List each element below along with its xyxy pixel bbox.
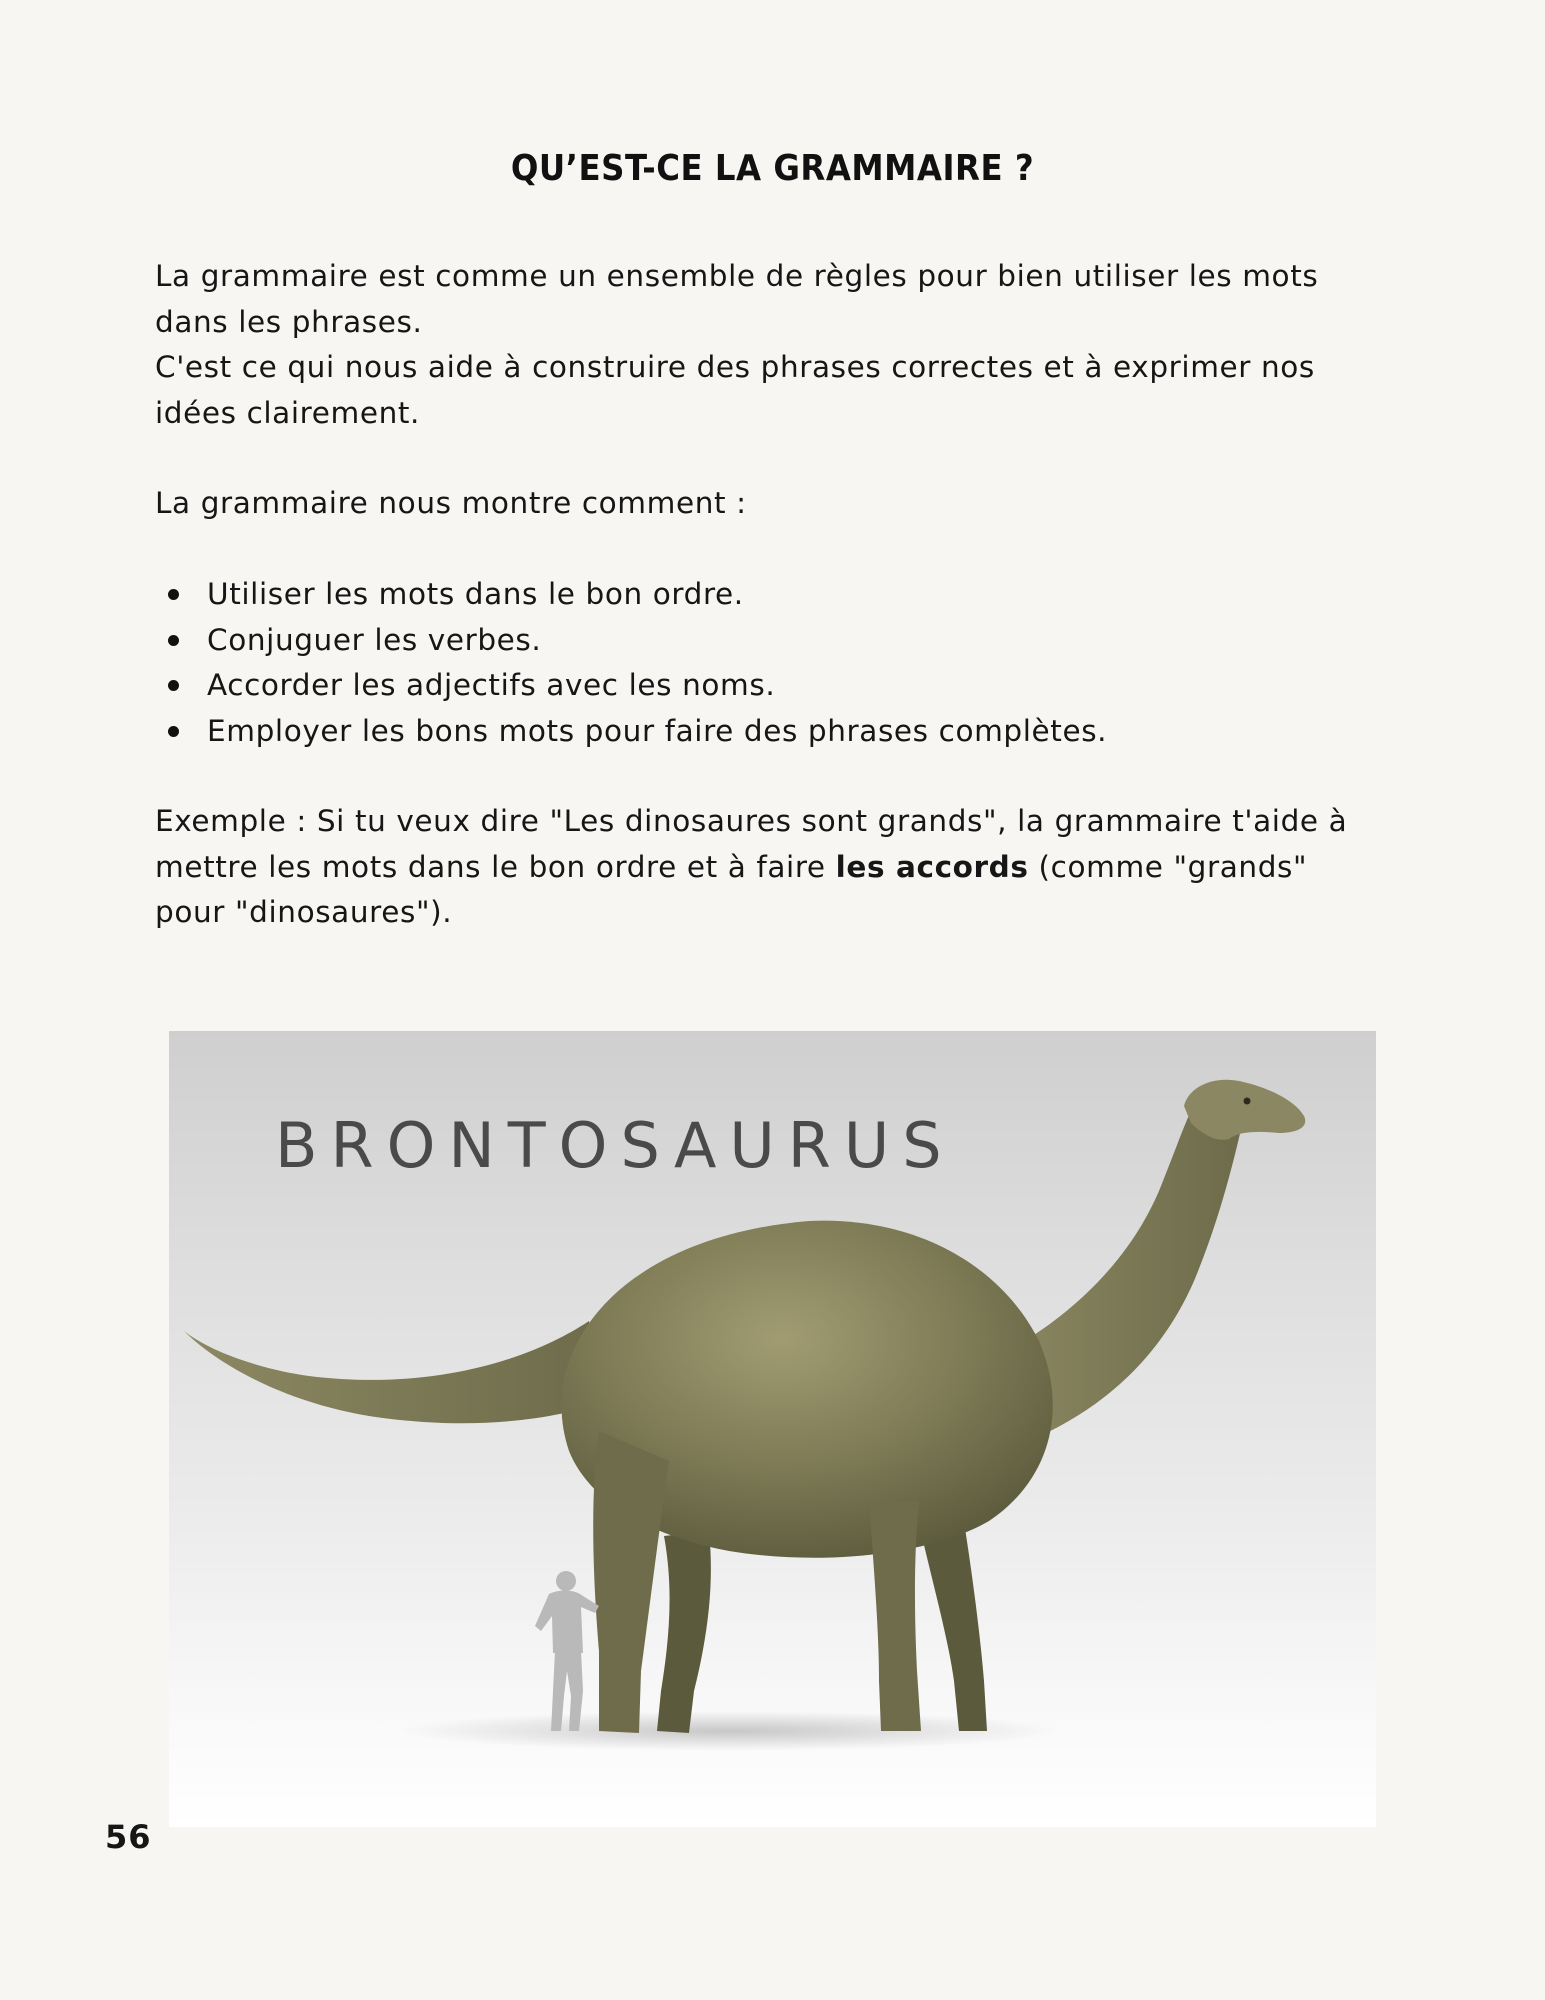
bullet-icon bbox=[168, 635, 179, 646]
bullet-icon bbox=[168, 726, 179, 737]
intro-paragraph bbox=[155, 254, 1380, 436]
list-item-text: Accorder les adjectifs avec les noms. bbox=[207, 668, 776, 702]
list-item-text: Conjuguer les verbes. bbox=[207, 622, 542, 657]
example-text: Exemple : Si tu veux dire "Les dinosaures sont grands", la grammaire t'aide à mettre les mots dans le bon ordre et à faire bbox=[155, 804, 1348, 884]
dino-back-leg-near bbox=[593, 1431, 669, 1733]
page-title: QU’EST-CE LA GRAMMAIRE ? bbox=[510, 148, 1035, 189]
brontosaurus-illustration bbox=[169, 1031, 1376, 1827]
example-text-end: (comme "grands" pour "dinosaures"). bbox=[155, 849, 1308, 929]
example-paragraph bbox=[155, 799, 1380, 936]
human-torso bbox=[535, 1590, 599, 1653]
human-head bbox=[556, 1571, 576, 1591]
bullet-icon bbox=[168, 680, 179, 691]
dino-head bbox=[1184, 1080, 1305, 1140]
dino-front-leg-near bbox=[869, 1501, 921, 1731]
lead-sentence: La grammaire nous montre comment : bbox=[155, 486, 747, 520]
list-item bbox=[155, 572, 1380, 618]
dino-tail bbox=[184, 1321, 609, 1423]
example-bold-term: les accords bbox=[835, 849, 1029, 884]
dino-back-leg-far bbox=[657, 1531, 711, 1733]
list-item bbox=[155, 663, 1380, 709]
dino-eye bbox=[1244, 1098, 1251, 1105]
list-item bbox=[155, 709, 1380, 755]
list-item-text: Employer les bons mots pour faire des phrases complètes. bbox=[207, 713, 1108, 748]
intro-line: La grammaire est comme un ensemble de règles pour bien utiliser les mots dans les phrases. bbox=[155, 259, 1319, 339]
rules-list bbox=[155, 572, 1380, 754]
human-figure bbox=[535, 1571, 599, 1731]
list-item bbox=[155, 618, 1380, 664]
page-number: 56 bbox=[105, 1818, 152, 1856]
list-item-text: Utiliser les mots dans le bon ordre. bbox=[207, 577, 744, 611]
figure-label: BRONTOSAURUS bbox=[275, 1109, 955, 1182]
bullet-icon bbox=[168, 589, 179, 600]
intro-line: C'est ce qui nous aide à construire des phrases correctes et à exprimer nos idées clairement. bbox=[155, 350, 1315, 430]
dinosaur-scene bbox=[169, 1031, 1376, 1827]
